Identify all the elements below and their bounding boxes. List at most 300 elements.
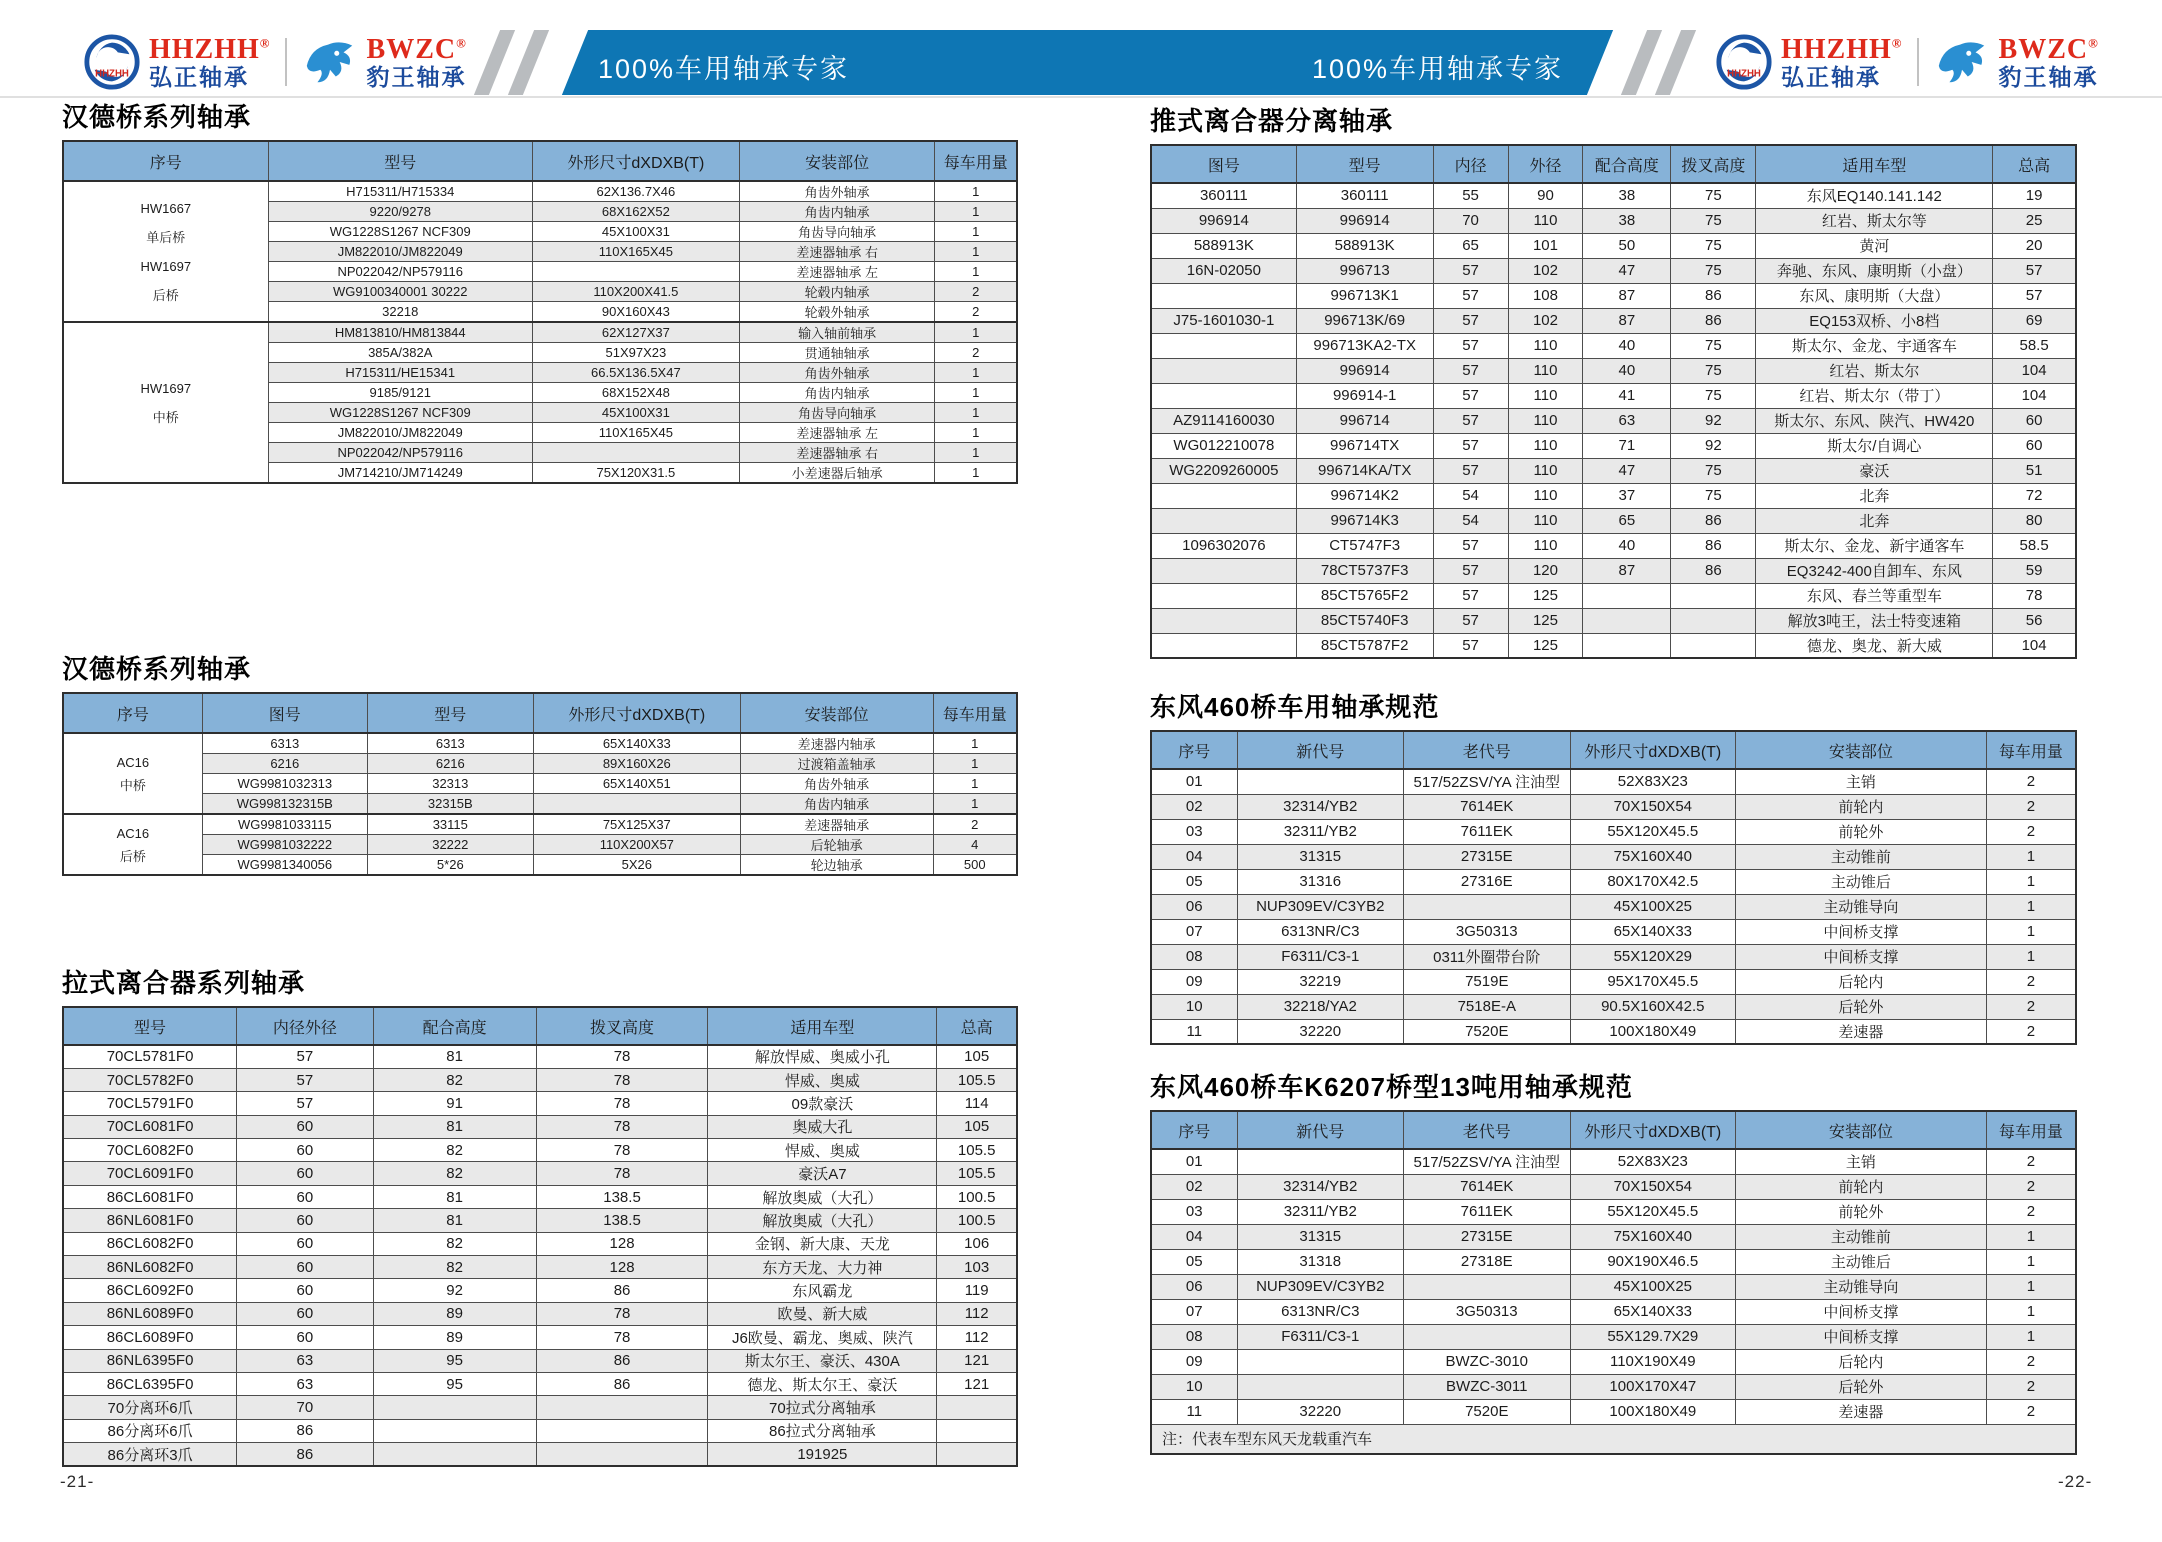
table-cell: 360111 xyxy=(1151,183,1296,208)
table-cell: 65 xyxy=(1583,508,1671,533)
table-cell: 996714K2 xyxy=(1296,483,1433,508)
table-cell: 1 xyxy=(935,423,1017,443)
svg-text:HHZHH: HHZHH xyxy=(95,68,129,80)
table-cell: 86CL6092F0 xyxy=(63,1279,237,1302)
table-title: 汉德桥系列轴承 xyxy=(62,654,252,684)
table-row xyxy=(1151,1224,2076,1249)
section-push-clutch xyxy=(1150,106,2077,659)
column-header: 型号 xyxy=(268,141,532,181)
table-cell: 75 xyxy=(1671,358,1756,383)
table-cell: 90X160X43 xyxy=(532,302,739,323)
table-cell: 轮毂外轴承 xyxy=(739,302,935,323)
table-cell: 1 xyxy=(1986,1324,2076,1349)
table-cell: 32219 xyxy=(1237,969,1404,994)
table-row xyxy=(63,1419,1017,1442)
table-cell: 主动锥前 xyxy=(1736,844,1987,869)
table-cell: 996914 xyxy=(1296,358,1433,383)
table-row xyxy=(63,1185,1017,1208)
table-cell: 86分离环3爪 xyxy=(63,1443,237,1466)
table-cell: 101 xyxy=(1508,233,1583,258)
table-cell: 32315B xyxy=(367,794,533,815)
table-row xyxy=(1151,533,2076,558)
table-cell: 996713K/69 xyxy=(1296,308,1433,333)
table-title: 东风460桥车K6207桥型13吨用轴承规范 xyxy=(1150,1072,1633,1102)
table-row xyxy=(63,1349,1017,1372)
table-cell: 78 xyxy=(536,1092,708,1115)
table-cell: 102 xyxy=(1508,258,1583,283)
table-cell: 86分离环6爪 xyxy=(63,1419,237,1442)
column-header: 拨叉高度 xyxy=(536,1007,708,1045)
table-cell: 09款豪沃 xyxy=(708,1092,937,1115)
table-cell: 60 xyxy=(237,1279,373,1302)
table-cell: 57 xyxy=(237,1045,373,1068)
table-cell: 01 xyxy=(1151,769,1237,794)
table-cell: 57 xyxy=(237,1068,373,1091)
table-cell: 31315 xyxy=(1237,1224,1404,1249)
table-cell: 差速器轴承 右 xyxy=(739,443,935,463)
table-cell: 60 xyxy=(237,1209,373,1232)
table-cell: 1 xyxy=(1986,869,2076,894)
table-row xyxy=(63,1279,1017,1302)
table-cell: 32218 xyxy=(268,302,532,323)
table-cell: 角齿外轴承 xyxy=(740,774,933,794)
table-cell: 105 xyxy=(937,1115,1017,1138)
column-header: 图号 xyxy=(202,693,367,733)
table-row xyxy=(1151,844,2076,869)
table-cell: 82 xyxy=(373,1139,536,1162)
table-cell: WG9981032313 xyxy=(202,774,367,794)
table-cell: 后轮外 xyxy=(1736,1374,1987,1399)
table-row xyxy=(63,1045,1017,1068)
table-cell: 04 xyxy=(1151,844,1237,869)
table-cell: 86 xyxy=(536,1349,708,1372)
table-cell: 70X150X54 xyxy=(1570,1174,1736,1199)
table-cell xyxy=(937,1419,1017,1442)
table-cell: 86 xyxy=(1671,508,1756,533)
table-cell: 75 xyxy=(1671,483,1756,508)
table-cell: 70CL5781F0 xyxy=(63,1045,237,1068)
column-header: 图号 xyxy=(1151,145,1296,183)
table-cell: 1 xyxy=(1986,944,2076,969)
table-cell: 60 xyxy=(237,1185,373,1208)
table-cell: 52X83X23 xyxy=(1570,769,1736,794)
column-header: 拨叉高度 xyxy=(1671,145,1756,183)
table-cell: 87 xyxy=(1583,558,1671,583)
header-divider-line xyxy=(0,96,2162,98)
decorative-stripe xyxy=(1621,30,1662,95)
table-cell: 996714K3 xyxy=(1296,508,1433,533)
table-cell xyxy=(1151,558,1296,583)
table-cell: 差速器内轴承 xyxy=(740,733,933,754)
table-cell: 119 xyxy=(937,1279,1017,1302)
table-cell: 后轮内 xyxy=(1736,969,1987,994)
table-cell: 75 xyxy=(1671,333,1756,358)
table-cell: JM822010/JM822049 xyxy=(268,242,532,262)
table-cell xyxy=(1404,1324,1571,1349)
table-cell: 08 xyxy=(1151,944,1237,969)
table-cell: 110X200X41.5 xyxy=(532,282,739,302)
table-cell: 55X120X29 xyxy=(1570,944,1736,969)
table-cell: 95X170X45.5 xyxy=(1570,969,1736,994)
table-row xyxy=(63,1209,1017,1232)
header-row xyxy=(63,141,1017,181)
table-cell: 金钢、新大康、天龙 xyxy=(708,1232,937,1255)
table-cell: WG9981033115 xyxy=(202,814,367,835)
table-cell: 07 xyxy=(1151,919,1237,944)
section-dongfeng-460-k6207 xyxy=(1150,1072,2077,1455)
table-cell: 32220 xyxy=(1237,1399,1404,1424)
table-cell: 2 xyxy=(1986,1199,2076,1224)
table-cell xyxy=(1237,1349,1404,1374)
table-row xyxy=(63,754,1017,774)
table-cell: 86 xyxy=(237,1419,373,1442)
table-cell: 110 xyxy=(1508,458,1583,483)
table-row xyxy=(63,1162,1017,1185)
table-cell: 04 xyxy=(1151,1224,1237,1249)
table-row xyxy=(63,1232,1017,1255)
table-cell: 110 xyxy=(1508,508,1583,533)
table-cell: 138.5 xyxy=(536,1209,708,1232)
table-cell: NUP309EV/C3YB2 xyxy=(1237,1274,1404,1299)
table-cell: 1 xyxy=(935,322,1017,343)
table-cell: 解放奥威（大孔） xyxy=(708,1209,937,1232)
table-cell: 75 xyxy=(1671,458,1756,483)
table-cell: 104 xyxy=(1993,383,2076,408)
table-cell: 86NL6082F0 xyxy=(63,1256,237,1279)
table-cell: 85CT5765F2 xyxy=(1296,583,1433,608)
table-cell: 90 xyxy=(1508,183,1583,208)
table-cell: 105.5 xyxy=(937,1139,1017,1162)
table-cell: 70X150X54 xyxy=(1570,794,1736,819)
table-cell: 128 xyxy=(536,1232,708,1255)
table-cell: 104 xyxy=(1993,633,2076,658)
table-cell: 后轮内 xyxy=(1736,1349,1987,1374)
table-cell: 60 xyxy=(237,1162,373,1185)
table-cell: JM714210/JM714249 xyxy=(268,463,532,484)
table-cell xyxy=(373,1419,536,1442)
table-cell: 前轮外 xyxy=(1736,819,1987,844)
table-cell: 70分离环6爪 xyxy=(63,1396,237,1419)
table-row xyxy=(1151,944,2076,969)
table-cell: WG998132315B xyxy=(202,794,367,815)
table-cell: 中间桥支撑 xyxy=(1736,1324,1987,1349)
table-cell: H715311/H715334 xyxy=(268,181,532,202)
table-cell: 588913K xyxy=(1151,233,1296,258)
table-cell: 125 xyxy=(1508,583,1583,608)
column-header: 安装部位 xyxy=(740,693,933,733)
column-header: 总高 xyxy=(1993,145,2076,183)
table-row xyxy=(1151,1199,2076,1224)
table-cell: 02 xyxy=(1151,794,1237,819)
table-cell: 70拉式分离轴承 xyxy=(708,1396,937,1419)
table-cell: 7614EK xyxy=(1404,1174,1571,1199)
table-row xyxy=(1151,794,2076,819)
table-cell: 996714TX xyxy=(1296,433,1433,458)
table-title: 拉式离合器系列轴承 xyxy=(62,968,306,998)
table-cell: 86 xyxy=(1671,308,1756,333)
table-cell: 75 xyxy=(1671,233,1756,258)
table-cell: 86NL6081F0 xyxy=(63,1209,237,1232)
table-cell: 16N-02050 xyxy=(1151,258,1296,283)
table-cell: 57 xyxy=(1433,333,1508,358)
table-row xyxy=(1151,994,2076,1019)
table-cell: 62X127X37 xyxy=(532,322,739,343)
page-number-right: -22- xyxy=(2058,1472,2093,1491)
table-cell: 中间桥支撑 xyxy=(1736,944,1987,969)
table-cell: 70CL6081F0 xyxy=(63,1115,237,1138)
table-cell: 1 xyxy=(1986,1224,2076,1249)
column-header: 安装部位 xyxy=(1736,731,1987,769)
table-cell: 110 xyxy=(1508,358,1583,383)
table-cell: 31316 xyxy=(1237,869,1404,894)
table-cell: 996713K1 xyxy=(1296,283,1433,308)
table-cell xyxy=(536,1419,708,1442)
table-cell: 110X165X45 xyxy=(532,242,739,262)
table-row xyxy=(1151,358,2076,383)
table-cell: 7611EK xyxy=(1404,819,1571,844)
table-cell: 70CL5791F0 xyxy=(63,1092,237,1115)
table-cell: 86CL6089F0 xyxy=(63,1326,237,1349)
table-cell: 82 xyxy=(373,1068,536,1091)
table-cell: 81 xyxy=(373,1185,536,1208)
header-row xyxy=(1151,731,2076,769)
table-cell: 55X129.7X29 xyxy=(1570,1324,1736,1349)
column-header: 外形尺寸dXDXB(T) xyxy=(1570,731,1736,769)
table-cell: 5*26 xyxy=(367,855,533,876)
table-cell: 3G50313 xyxy=(1404,1299,1571,1324)
table-cell: 996713KA2-TX xyxy=(1296,333,1433,358)
table-cell: 01 xyxy=(1151,1149,1237,1174)
column-header: 老代号 xyxy=(1404,1111,1571,1149)
table-cell: 1 xyxy=(933,774,1017,794)
table-cell: 81 xyxy=(373,1209,536,1232)
group-label-cell: AC16 后桥 xyxy=(63,814,202,875)
column-header: 序号 xyxy=(63,693,202,733)
table-cell: 7520E xyxy=(1404,1399,1571,1424)
table-cell: 03 xyxy=(1151,1199,1237,1224)
column-header: 每车用量 xyxy=(1986,1111,2076,1149)
header-row xyxy=(1151,145,2076,183)
table-cell: 78 xyxy=(536,1302,708,1325)
table-cell: 红岩、斯太尔等 xyxy=(1756,208,1993,233)
table-cell: 解放奥威（大孔） xyxy=(708,1185,937,1208)
header-row xyxy=(63,1007,1017,1045)
logo-divider xyxy=(1917,38,1919,86)
table-cell xyxy=(937,1396,1017,1419)
table-cell: 2 xyxy=(935,302,1017,323)
table-cell: 1 xyxy=(935,181,1017,202)
table-row xyxy=(1151,1299,2076,1324)
table-cell: 89 xyxy=(373,1326,536,1349)
table-cell: 7518E-A xyxy=(1404,994,1571,1019)
table-cell: 75X120X31.5 xyxy=(532,463,739,484)
table-cell: 1 xyxy=(935,242,1017,262)
table-cell: BWZC-3010 xyxy=(1404,1349,1571,1374)
table-row xyxy=(63,1115,1017,1138)
table-cell: 解放悍威、奥威小孔 xyxy=(708,1045,937,1068)
table-cell: 33115 xyxy=(367,814,533,835)
table-cell: 105.5 xyxy=(937,1162,1017,1185)
table-cell: 138.5 xyxy=(536,1185,708,1208)
table-row xyxy=(63,794,1017,815)
table-cell xyxy=(532,443,739,463)
table-cell: 主动锥后 xyxy=(1736,869,1987,894)
table-cell: 70CL5782F0 xyxy=(63,1068,237,1091)
table-cell: 红岩、斯太尔（带丁） xyxy=(1756,383,1993,408)
table-row xyxy=(63,774,1017,794)
table-cell: 2 xyxy=(1986,1374,2076,1399)
dongfeng-460-table xyxy=(1150,730,2077,1045)
table-row xyxy=(1151,408,2076,433)
table-cell xyxy=(1151,608,1296,633)
column-header: 型号 xyxy=(367,693,533,733)
column-header: 安装部位 xyxy=(739,141,935,181)
table-cell: AZ9114160030 xyxy=(1151,408,1296,433)
table-cell: 主销 xyxy=(1736,1149,1987,1174)
table-cell: 32222 xyxy=(367,835,533,855)
table-cell: 主动锥导向 xyxy=(1736,894,1987,919)
table-cell: 57 xyxy=(1433,258,1508,283)
table-cell xyxy=(1151,358,1296,383)
table-cell: 06 xyxy=(1151,1274,1237,1299)
table-cell: BWZC-3011 xyxy=(1404,1374,1571,1399)
table-title: 汉德桥系列轴承 xyxy=(62,102,252,132)
pull-clutch-table xyxy=(62,1006,1018,1467)
table-cell xyxy=(937,1443,1017,1466)
table-cell: 1 xyxy=(1986,894,2076,919)
table-cell: 75 xyxy=(1671,383,1756,408)
table-cell: 60 xyxy=(1993,408,2076,433)
table-row xyxy=(1151,919,2076,944)
table-cell: 主动锥导向 xyxy=(1736,1274,1987,1299)
table-cell: 差速器轴承 右 xyxy=(739,242,935,262)
table-row xyxy=(63,1256,1017,1279)
table-row xyxy=(1151,1349,2076,1374)
table-cell: JM822010/JM822049 xyxy=(268,423,532,443)
table-cell: 86CL6082F0 xyxy=(63,1232,237,1255)
table-cell: 86CL6081F0 xyxy=(63,1185,237,1208)
hhzhh-emblem-icon xyxy=(1715,33,1773,91)
table-cell xyxy=(1671,583,1756,608)
table-row xyxy=(1151,1399,2076,1424)
table-cell: 豪沃A7 xyxy=(708,1162,937,1185)
table-cell: EQ153双桥、小8档 xyxy=(1756,308,1993,333)
table-cell: 57 xyxy=(1433,533,1508,558)
table-cell: 57 xyxy=(1433,633,1508,658)
table-cell: 125 xyxy=(1508,608,1583,633)
table-cell: 主动锥后 xyxy=(1736,1249,1987,1274)
table-row xyxy=(1151,819,2076,844)
table-cell: NUP309EV/C3YB2 xyxy=(1237,894,1404,919)
table-cell: 112 xyxy=(937,1302,1017,1325)
table-cell: 37 xyxy=(1583,483,1671,508)
table-row xyxy=(1151,433,2076,458)
table-cell: 114 xyxy=(937,1092,1017,1115)
table-cell: 57 xyxy=(237,1092,373,1115)
table-cell: 6313NR/C3 xyxy=(1237,919,1404,944)
bwzc-logo xyxy=(301,33,467,91)
section-pull-clutch xyxy=(62,968,1018,1467)
table-row xyxy=(1151,769,2076,794)
table-cell: 德龙、奥龙、新大威 xyxy=(1756,633,1993,658)
table-cell: 2 xyxy=(1986,1149,2076,1174)
column-header: 外径 xyxy=(1508,145,1583,183)
table-cell: 57 xyxy=(1433,608,1508,633)
table-cell: 角齿导向轴承 xyxy=(739,222,935,242)
table-cell: 54 xyxy=(1433,483,1508,508)
table-cell: 360111 xyxy=(1296,183,1433,208)
table-cell: 110X200X57 xyxy=(533,835,740,855)
table-cell: 55X120X45.5 xyxy=(1570,1199,1736,1224)
decorative-stripe xyxy=(508,30,549,95)
table-cell: 3G50313 xyxy=(1404,919,1571,944)
table-cell: 191925 xyxy=(708,1443,937,1466)
table-cell: 4 xyxy=(933,835,1017,855)
table-cell: 轮边轴承 xyxy=(740,855,933,876)
table-cell: 2 xyxy=(935,282,1017,302)
section-dongfeng-460 xyxy=(1150,692,2077,1045)
table-cell xyxy=(1151,283,1296,308)
table-title: 东风460桥车用轴承规范 xyxy=(1150,692,1440,722)
table-cell xyxy=(1671,633,1756,658)
bwzc-leopard-icon xyxy=(301,33,359,91)
table-cell: 6313 xyxy=(367,733,533,754)
hhzhh-emblem-icon xyxy=(83,33,141,91)
column-header: 序号 xyxy=(63,141,268,181)
table-cell: 75 xyxy=(1671,183,1756,208)
table-row xyxy=(1151,508,2076,533)
table-row xyxy=(63,855,1017,876)
table-cell: 78 xyxy=(536,1045,708,1068)
table-row xyxy=(63,1302,1017,1325)
column-header: 外形尺寸dXDXB(T) xyxy=(533,693,740,733)
table-cell: 78 xyxy=(536,1326,708,1349)
table-cell: 57 xyxy=(1993,258,2076,283)
table-cell: 27316E xyxy=(1404,869,1571,894)
table-cell xyxy=(1151,483,1296,508)
column-header: 总高 xyxy=(937,1007,1017,1045)
hhzhh-logo xyxy=(1715,33,1903,91)
table-cell: 40 xyxy=(1583,358,1671,383)
dongfeng-460-k6207-table xyxy=(1150,1110,2077,1455)
table-cell: 92 xyxy=(373,1279,536,1302)
table-cell: 7519E xyxy=(1404,969,1571,994)
table-cell: 85CT5740F3 xyxy=(1296,608,1433,633)
table-cell: 78 xyxy=(536,1068,708,1091)
table-cell: 1 xyxy=(933,754,1017,774)
table-cell: 6313NR/C3 xyxy=(1237,1299,1404,1324)
hhzhh-logo xyxy=(83,33,271,91)
decorative-stripe xyxy=(474,30,515,95)
header-row xyxy=(63,693,1017,733)
table-cell: 996914-1 xyxy=(1296,383,1433,408)
table-cell: 31318 xyxy=(1237,1249,1404,1274)
table-row xyxy=(1151,1274,2076,1299)
table-cell: 东风EQ140.141.142 xyxy=(1756,183,1993,208)
column-header: 内径 xyxy=(1433,145,1508,183)
table-cell: 41 xyxy=(1583,383,1671,408)
table-cell: 1 xyxy=(1986,1299,2076,1324)
hande-bridge-table-1 xyxy=(62,140,1018,484)
table-cell: 角齿外轴承 xyxy=(739,181,935,202)
table-cell: 中间桥支撑 xyxy=(1736,1299,1987,1324)
group-label-cell: HW1697 中桥 xyxy=(63,322,268,483)
table-cell: CT5747F3 xyxy=(1296,533,1433,558)
table-cell: 86 xyxy=(1671,558,1756,583)
table-cell: 45X100X25 xyxy=(1570,894,1736,919)
table-cell: 1 xyxy=(935,262,1017,282)
table-cell: 前轮内 xyxy=(1736,1174,1987,1199)
